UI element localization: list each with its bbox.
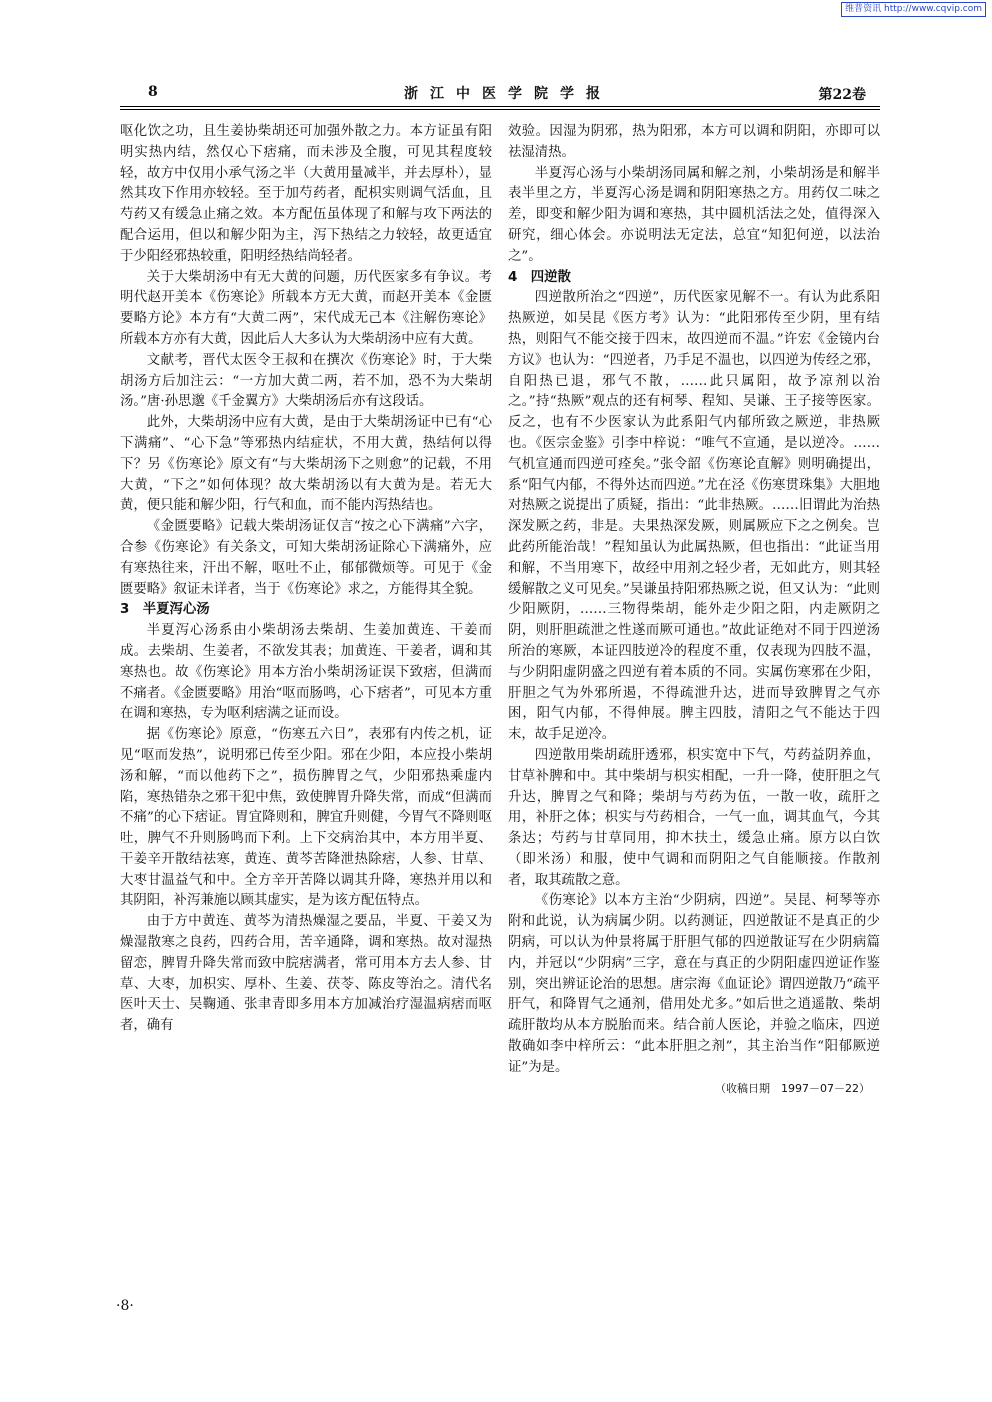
left-column — [120, 122, 492, 1037]
header-rule — [120, 106, 880, 110]
received-date-note: （收稿日期 1997－07－22） — [715, 1081, 870, 1095]
running-header — [120, 82, 880, 106]
volume-label: 第22卷 — [818, 87, 866, 103]
paragraph: 由于方中黄连、黄芩为清热燥湿之要品，半夏、干姜又为燥湿散寒之良药，四药合用，苦辛通降，调和寒热。故对湿热留恋，脾胃升降失常而致中脘痞满者，常可用本方去人参、甘草、大枣，加枳实、厚朴、生姜、茯苓、陈皮等治之。清代名医叶天士、吴鞠通、张聿青即多用本方加减治疗湿温病痞而呕者，确有 — [120, 914, 492, 1034]
paragraph: 四逆散用柴胡疏肝透邪，枳实宽中下气，芍药益阴养血，甘草补脾和中。其中柴胡与枳实相配，一升一降，使肝胆之气升达，脾胃之气和降；柴胡与芍药为伍，一散一收，疏肝之用，补肝之体；枳实与芍药相合，一气一血，调其血气，今其条达；芍药与甘草同用，抑木扶土，缓急止痛。原方以白饮（即米汤）和服，使中气调和而阴阳之气自能顺接。作散剂者，取其疏散之意。 — [508, 747, 880, 888]
paragraph: 《金匮要略》记载大柴胡汤证仅言“按之心下满痛”六字，合参《伤寒论》有关条文，可知大柴胡汤证除心下满痛外，应有寒热往来，汗出不解，呕吐不止，郁郁微烦等。可见于《金匮要略》叙证未详者，当于《伤寒论》求之，方能得其全貌。 — [120, 519, 492, 597]
paragraph: 半夏泻心汤与小柴胡汤同属和解之剂，小柴胡汤是和解半表半里之方，半夏泻心汤是调和阴阳寒热之方。用药仅二味之差，即变和解少阳为调和寒热，其中圆机活法之处，值得深入研究，细心体会。亦说明法无定法，总宜“知犯何逆，以法治之”。 — [508, 165, 880, 264]
journal-title: 浙江中医学院学报 — [404, 86, 612, 102]
paragraph: 效验。因湿为阴邪，热为阳邪，本方可以调和阴阳，亦即可以祛湿清热。 — [508, 124, 880, 160]
section-heading: 3 半夏泻心汤 — [120, 602, 210, 618]
paragraph: 半夏泻心汤系由小柴胡汤去柴胡、生姜加黄连、干姜而成。去柴胡、生姜者，不欲发其表；加黄连、干姜者，调和其寒热也。故《伤寒论》用本方治小柴胡汤证误下致痞，但满而不痛者。《金匮要略》用治“呕而肠鸣，心下痞者”，可见本方重在调和寒热，专为呕利痞满之证而设。 — [120, 623, 492, 722]
paragraph: 四逆散所治之“四逆”，历代医家见解不一。有认为此系阳热厥逆，如吴昆《医方考》认为：“此阳邪传至少阴，里有结热，则阳气不能交接于四末，故四逆而不温。”许宏《金镜内台方议》也认为：“四逆者，乃手足不温也，以四逆为传经之邪，自阳热已退，邪气不散，……此只属阳，故予凉剂以治之。”持“热厥”观点的还有柯琴、程知、吴谦、王子接等医家。反之，也有不少医家认为此系阳气内郁所致之厥逆，非热厥也。《医宗金鉴》引李中梓说：“唯气不宣通，是以逆冷。……气机宣通而四逆可痊矣。”张令韶《伤寒论直解》则明确提出，系“阳气内郁，不得外达而四逆。”尤在泾《伤寒贯珠集》大胆地对热厥之说提出了质疑，指出：“此非热厥。……旧谓此为治热深发厥之药，非是。夫果热深发厥，则属厥应下之之例矣。岂此药所能治哉！”程知虽认为此属热厥，但也指出：“此证当用和解，不当用寒下，故经中用剂之轻少者，无如此方，则其轻缓解散之义可见矣。”吴谦虽持阳邪热厥之说，但又认为：“此则少阳厥阴，……三物得柴胡，能外走少阳之阳，内走厥阴之阴，则肝胆疏泄之性遂而厥可通也。”故此证绝对不同于四逆汤所治的寒厥，本证四肢逆冷的程度不重，仅表现为四肢不温，与少阴阳虚阴盛之四逆有着本质的不同。实属伤寒邪在少阳，肝胆之气为外邪所遏，不得疏泄升达，进而导致脾胃之气亦困，阳气内郁，不得伸展。脾主四肢，清阳之气不能达于四末，故手足逆冷。 — [508, 290, 880, 743]
paragraph: 文献考，晋代太医令王叔和在撰次《伤寒论》时，于大柴胡汤方后加注云：“一方加大黄二两，若不加，恐不为大柴胡汤。”唐·孙思邈《千金翼方》大柴胡汤后亦有这段话。 — [120, 352, 492, 410]
header-page-number: 8 — [148, 84, 158, 100]
paragraph: 据《伤寒论》原意，“伤寒五六日”，表邪有内传之机，证见“呕而发热”，说明邪已传至少阳。邪在少阳，本应投小柴胡汤和解，“而以他药下之”，损伤脾胃之气，少阳邪热乘虚内陷，寒热错杂之邪干犯中焦，致使脾胃升降失常，而成“但满而不痛”的心下痞证。胃宜降则和，脾宜升则健，今胃气不降则呕吐，脾气不升则肠鸣而下利。上下交病治其中，本方用半夏、干姜辛开散结祛寒，黄连、黄芩苦降泄热除痞，人参、甘草、大枣甘温益气和中。全方辛开苦降以调其升降，寒热并用以和其阴阳，补泻兼施以顾其虚实，是为该方配伍特点。 — [120, 727, 492, 909]
paragraph: 呕化饮之功，且生姜协柴胡还可加强外散之力。本方证虽有阳明实热内结，然仅心下痞痛，而未涉及全腹，可见其程度较轻，故方中仅用小承气汤之半（大黄用量减半，并去厚朴），显然其攻下作用亦较轻。至于加芍药者，配枳实则调气活血，且芍药又有缓急止痛之效。本方配伍虽体现了和解与攻下两法的配合运用，但以和解少阳为主，泻下热结之力较轻，故更适宜于少阳经邪热较重，阳明经热结尚轻者。 — [120, 124, 492, 264]
paragraph: 此外，大柴胡汤中应有大黄，是由于大柴胡汤证中已有“心下满痛”、“心下急”等邪热内结症状，不用大黄，热结何以得下？另《伤寒论》原文有“与大柴胡汤下之则愈”的记载，不用大黄，“下之”如何体现？故大柴胡汤以有大黄为是。若无大黄，便只能和解少阳，行气和血，而不能内泻热结也。 — [120, 415, 492, 514]
footer-page-number: ·8· — [116, 1298, 134, 1314]
section-heading: 4 四逆散 — [508, 269, 571, 285]
paragraph: 《伤寒论》以本方主治“少阴病，四逆”。吴昆、柯琴等亦附和此说，认为病属少阴。以药测证，四逆散证不是真正的少阴病，可以认为仲景将属于肝胆气郁的四逆散证写在少阴病篇内，并冠以“少阴病”三字，意在与真正的少阴阳虚四逆证作鉴别，突出辨证论治的思想。唐宗海《血证论》谓四逆散乃“疏平肝气，和降胃气之通剂，借用处尤多。”如后世之逍遥散、柴胡疏肝散均从本方脱胎而来。结合前人医论，并验之临床，四逆散确如李中梓所云：“此本肝胆之剂”，其主治当作“阳郁厥逆证”为是。 — [508, 893, 880, 1075]
right-column — [508, 122, 880, 1099]
paragraph: 关于大柴胡汤中有无大黄的问题，历代医家多有争议。考明代赵开美本《伤寒论》所载本方无大黄，而赵开美本《金匮要略方论》本方有“大黄二两”，宋代成无己本《注解伤寒论》所载本方亦有大黄，因此后人大多认为大柴胡汤中应有大黄。 — [120, 269, 492, 347]
watermark: 维普资讯 http://www.cqvip.com — [841, 2, 986, 17]
